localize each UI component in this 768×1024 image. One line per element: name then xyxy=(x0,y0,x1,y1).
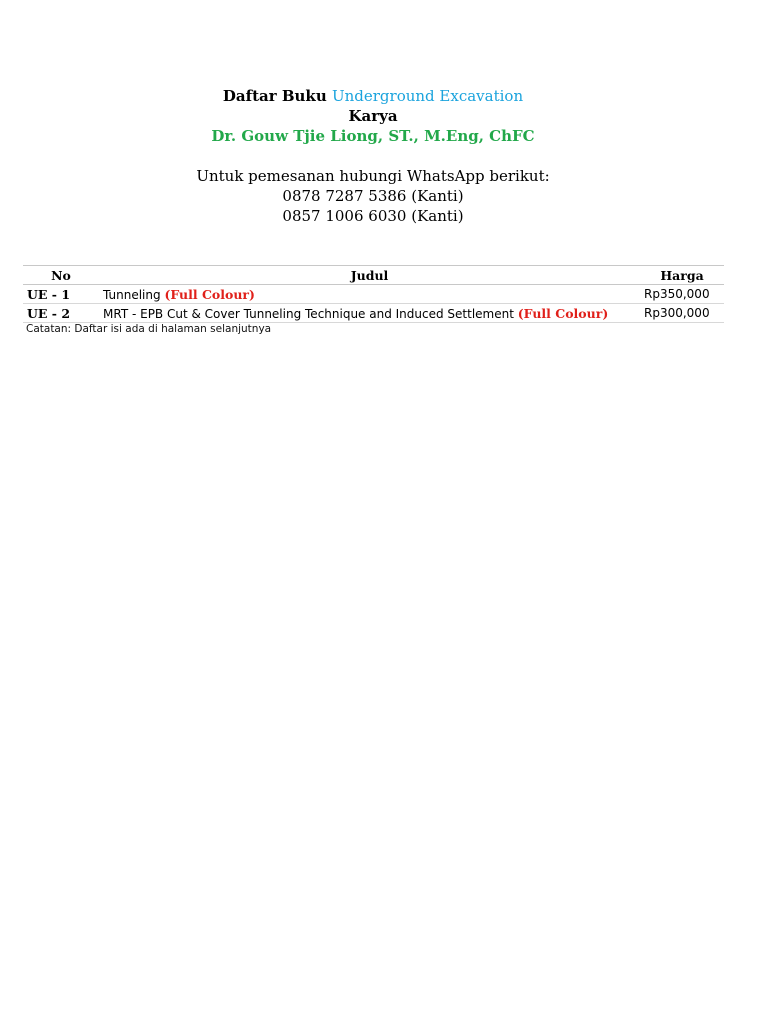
table-row xyxy=(23,285,724,304)
footnote: Catatan: Daftar isi ada di halaman selanjutnya xyxy=(26,323,272,335)
row-title: MRT - EPB Cut & Cover Tunneling Technique and Induced Settlement xyxy=(103,306,514,321)
title-highlight: Underground Excavation xyxy=(331,87,524,105)
book-list-table xyxy=(23,265,724,323)
contact-intro: Untuk pemesanan hubungi WhatsApp berikut: xyxy=(196,167,550,185)
document-title xyxy=(0,86,746,106)
row-price: Rp300,000 xyxy=(640,304,724,323)
row-title-cell xyxy=(99,285,640,304)
title-prefix: Daftar Buku xyxy=(222,87,327,105)
table-row xyxy=(23,304,724,323)
row-price: Rp350,000 xyxy=(640,285,724,304)
phone-number-2[interactable]: 0857 1006 6030 (Kanti) xyxy=(282,207,464,225)
header-price: Harga xyxy=(640,266,724,285)
header-title: Judul xyxy=(99,266,640,285)
row-no: UE - 2 xyxy=(23,304,99,323)
full-colour-tag: (Full Colour) xyxy=(517,305,609,321)
table-header-row xyxy=(23,266,724,285)
author-name: Dr. Gouw Tjie Liong, ST., M.Eng, ChFC xyxy=(211,127,535,145)
karya-label: Karya xyxy=(348,107,398,125)
document-header xyxy=(0,86,746,226)
phone-number-1[interactable]: 0878 7287 5386 (Kanti) xyxy=(282,187,464,205)
row-title: Tunneling xyxy=(103,287,161,302)
row-no: UE - 1 xyxy=(23,285,99,304)
full-colour-tag: (Full Colour) xyxy=(164,286,255,302)
header-no: No xyxy=(23,266,99,285)
row-title-cell xyxy=(99,304,640,323)
header-spacer xyxy=(0,146,746,166)
